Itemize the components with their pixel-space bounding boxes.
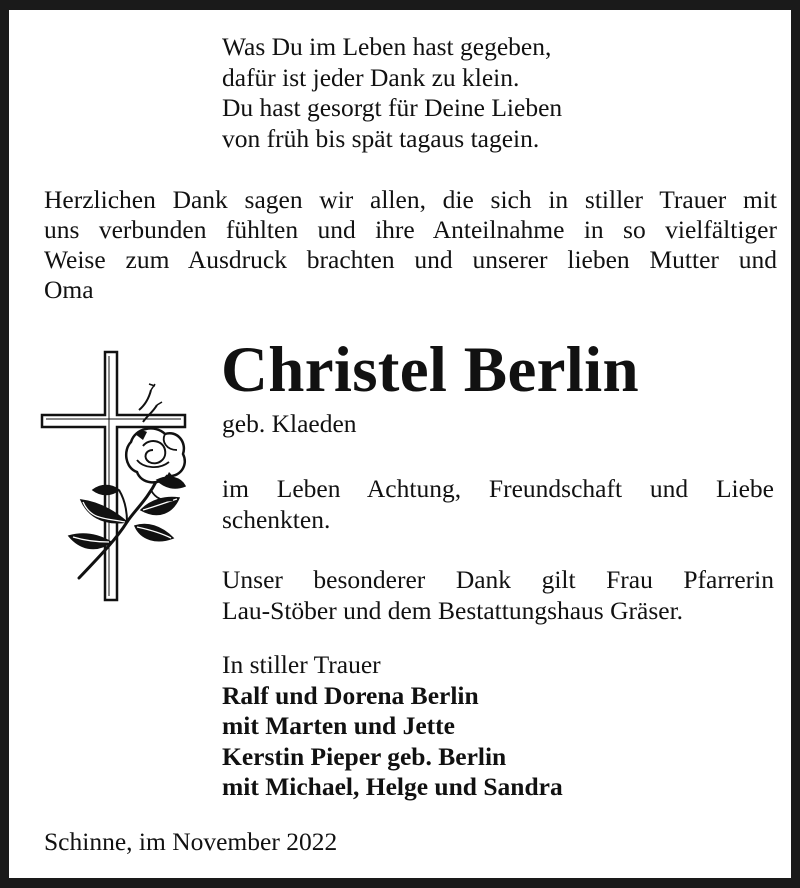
- birth-name: geb. Klaeden: [222, 409, 357, 438]
- poem-line: Was Du im Leben hast gegeben,: [222, 32, 552, 61]
- paragraph-line: schenkten.: [222, 504, 331, 534]
- place-and-date: Schinne, im November 2022: [44, 827, 338, 856]
- mourners-block: [222, 650, 563, 803]
- mourners-heading: In stiller Trauer: [222, 650, 381, 679]
- poem-line: dafür ist jeder Dank zu klein.: [222, 62, 520, 92]
- thank-you-line: Oma: [44, 275, 94, 304]
- mourner-name: mit Marten und Jette: [222, 711, 455, 740]
- thank-you-line: Weise zum Ausdruck brachten und unserer lieben Mutter und: [44, 245, 777, 274]
- memorial-poem: [222, 32, 562, 154]
- special-thanks-paragraph: [222, 565, 774, 626]
- mourner-name: mit Michael, Helge und Sandra: [222, 772, 563, 801]
- poem-line: von früh bis spät tagaus tagein.: [222, 123, 540, 153]
- paragraph-line: Unser besonderer Dank gilt Frau Pfarrerin: [222, 565, 774, 594]
- mourner-name: Ralf und Dorena Berlin: [222, 680, 479, 710]
- mourner-name: Kerstin Pieper geb. Berlin: [222, 741, 507, 771]
- poem-line: Du hast gesorgt für Deine Lieben: [222, 93, 563, 122]
- respect-paragraph: [222, 474, 774, 535]
- thank-you-line: Herzlichen Dank sagen wir allen, die sich in stiller Trauer mit: [44, 185, 777, 214]
- paragraph-line: Lau-Stöber und dem Bestattungshaus Gräser.: [222, 595, 684, 625]
- deceased-name: Christel Berlin: [221, 334, 639, 406]
- paragraph-line: im Leben Achtung, Freundschaft und Liebe: [222, 474, 774, 503]
- thank-you-line: uns verbunden fühlten und ihre Anteilnahme in so vielfältiger: [44, 215, 777, 244]
- cross-with-rose-icon: [39, 350, 191, 602]
- thank-you-text: [44, 185, 777, 305]
